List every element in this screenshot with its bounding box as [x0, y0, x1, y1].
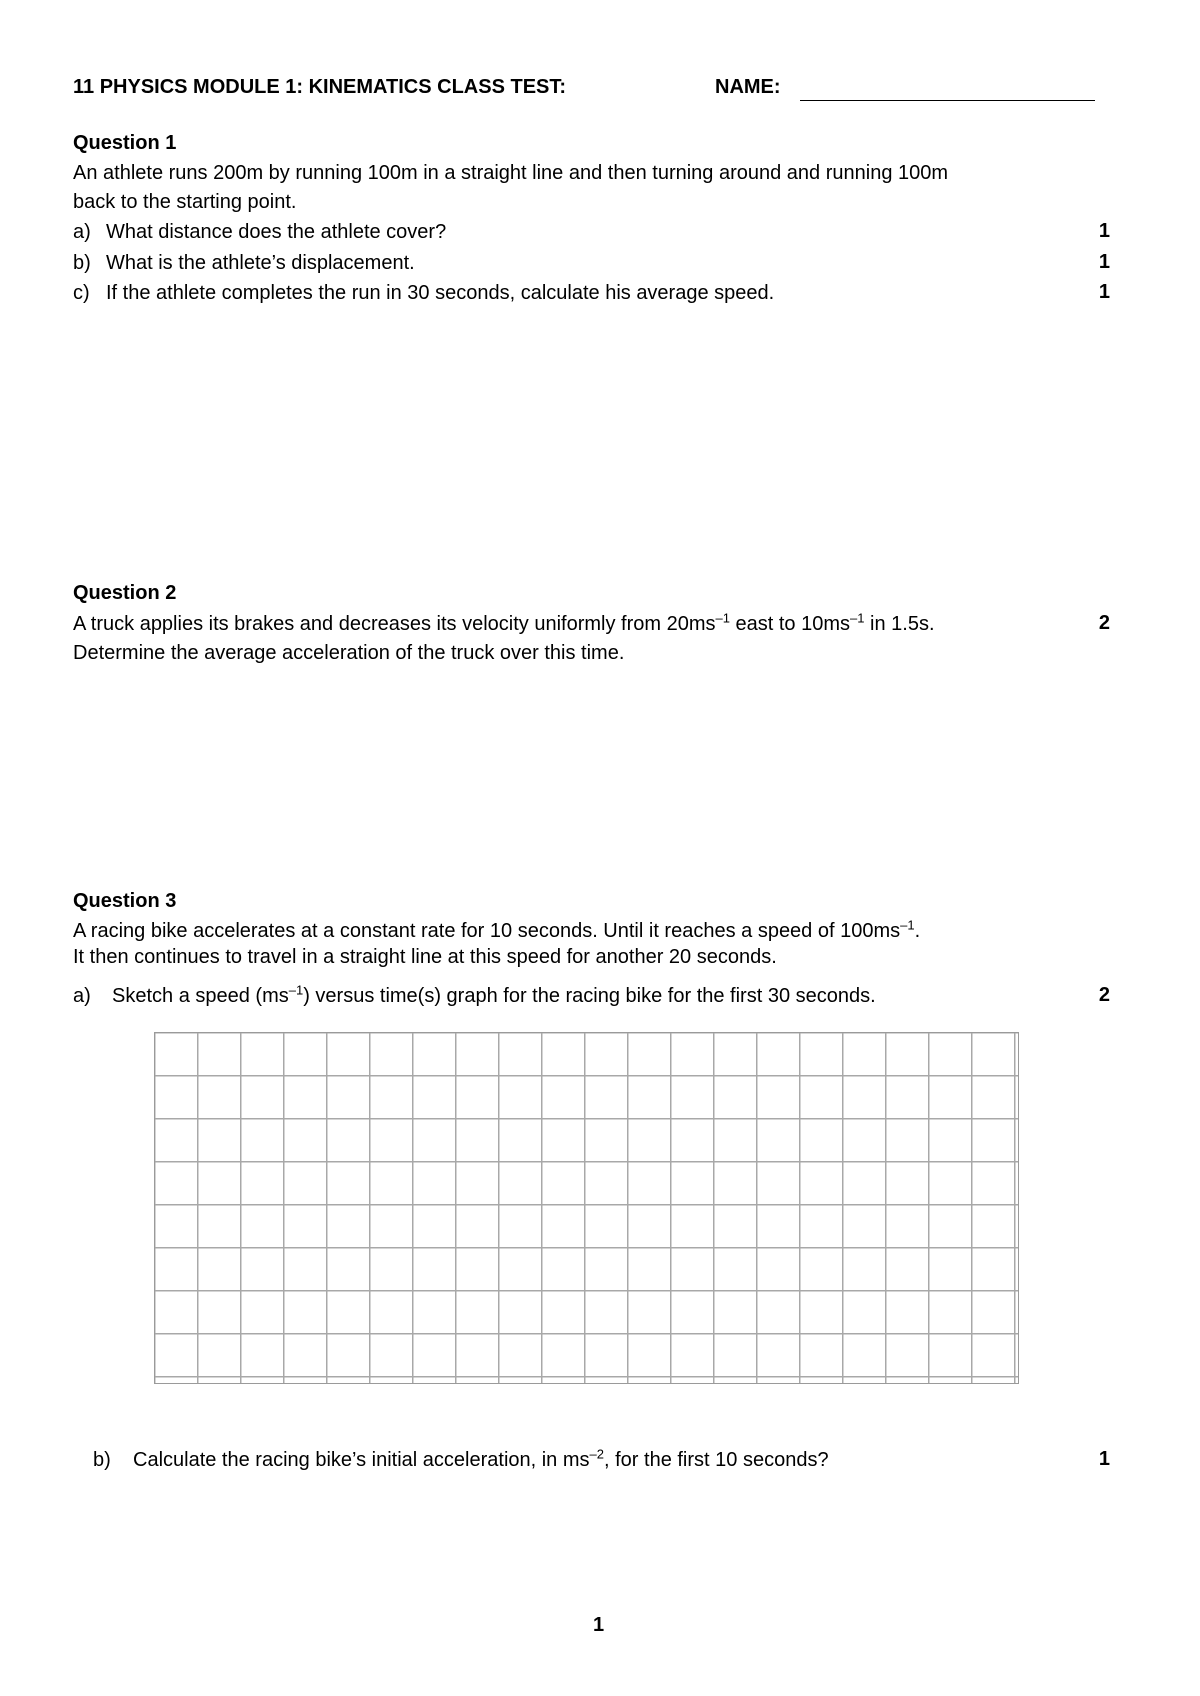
question-3-line1-part-a: A racing bike accelerates at a constant rate for 10 seconds. Until it reaches a speed of 100ms [73, 920, 901, 942]
name-label: NAME: [715, 76, 781, 98]
question-3-line1 [73, 919, 920, 943]
question-2-line1-part-a: A truck applies its brakes and decreases its velocity uniformly from 20ms [73, 613, 716, 635]
question-3a-text-part1: Sketch a speed (ms [112, 985, 289, 1007]
question-1b-label: b) [73, 252, 91, 274]
question-1c-marks: 1 [1098, 281, 1110, 303]
question-3a-marks: 2 [1098, 984, 1110, 1006]
superscript: –1 [715, 610, 730, 626]
question-3a-text-part2: ) versus time(s) graph for the racing bike for the first 30 seconds. [303, 985, 876, 1007]
superscript: –1 [288, 982, 304, 998]
question-2-marks: 2 [1098, 612, 1110, 634]
question-1b [73, 251, 415, 275]
question-3-line1-part-b: . [914, 920, 921, 942]
question-1a-text: What distance does the athlete cover? [106, 221, 447, 243]
graph-grid[interactable] [154, 1032, 1019, 1384]
question-1a [73, 220, 446, 244]
test-title: 11 PHYSICS MODULE 1: KINEMATICS CLASS TEST: [73, 76, 567, 98]
question-3b [93, 1448, 829, 1472]
question-2-heading: Question 2 [73, 582, 177, 604]
superscript: –1 [850, 610, 865, 626]
question-1c [73, 281, 774, 305]
question-1-heading: Question 1 [73, 132, 177, 154]
question-2-line1 [73, 612, 935, 636]
superscript: –2 [589, 1446, 604, 1462]
question-3-heading: Question 3 [73, 890, 177, 912]
question-3a-label: a) [73, 985, 91, 1007]
question-3-line2: It then continues to travel in a straight line at this speed for another 20 seconds. [73, 946, 777, 968]
question-2-line1-part-b: east to 10ms [729, 613, 851, 635]
question-3b-text-part1: Calculate the racing bike’s initial acceleration, in ms [133, 1449, 590, 1471]
page-number: 1 [593, 1614, 605, 1636]
question-1a-marks: 1 [1098, 220, 1110, 242]
question-1-intro-line2: back to the starting point. [73, 191, 297, 213]
question-1b-marks: 1 [1098, 251, 1110, 273]
question-3b-label: b) [93, 1449, 111, 1471]
question-2-line1-part-c: in 1.5s. [864, 613, 935, 635]
question-3a [73, 984, 876, 1008]
question-1c-text: If the athlete completes the run in 30 seconds, calculate his average speed. [106, 282, 775, 304]
name-input-line[interactable] [800, 100, 1095, 101]
superscript: –1 [900, 917, 915, 933]
question-3b-marks: 1 [1098, 1448, 1110, 1470]
question-3b-text-part2: , for the first 10 seconds? [604, 1449, 829, 1471]
question-2-line2: Determine the average acceleration of the truck over this time. [73, 642, 625, 664]
question-1b-text: What is the athlete’s displacement. [106, 252, 415, 274]
question-1a-label: a) [73, 221, 91, 243]
question-1-intro-line1: An athlete runs 200m by running 100m in a straight line and then turning around and running 100m [73, 162, 949, 184]
question-1c-label: c) [73, 282, 90, 304]
